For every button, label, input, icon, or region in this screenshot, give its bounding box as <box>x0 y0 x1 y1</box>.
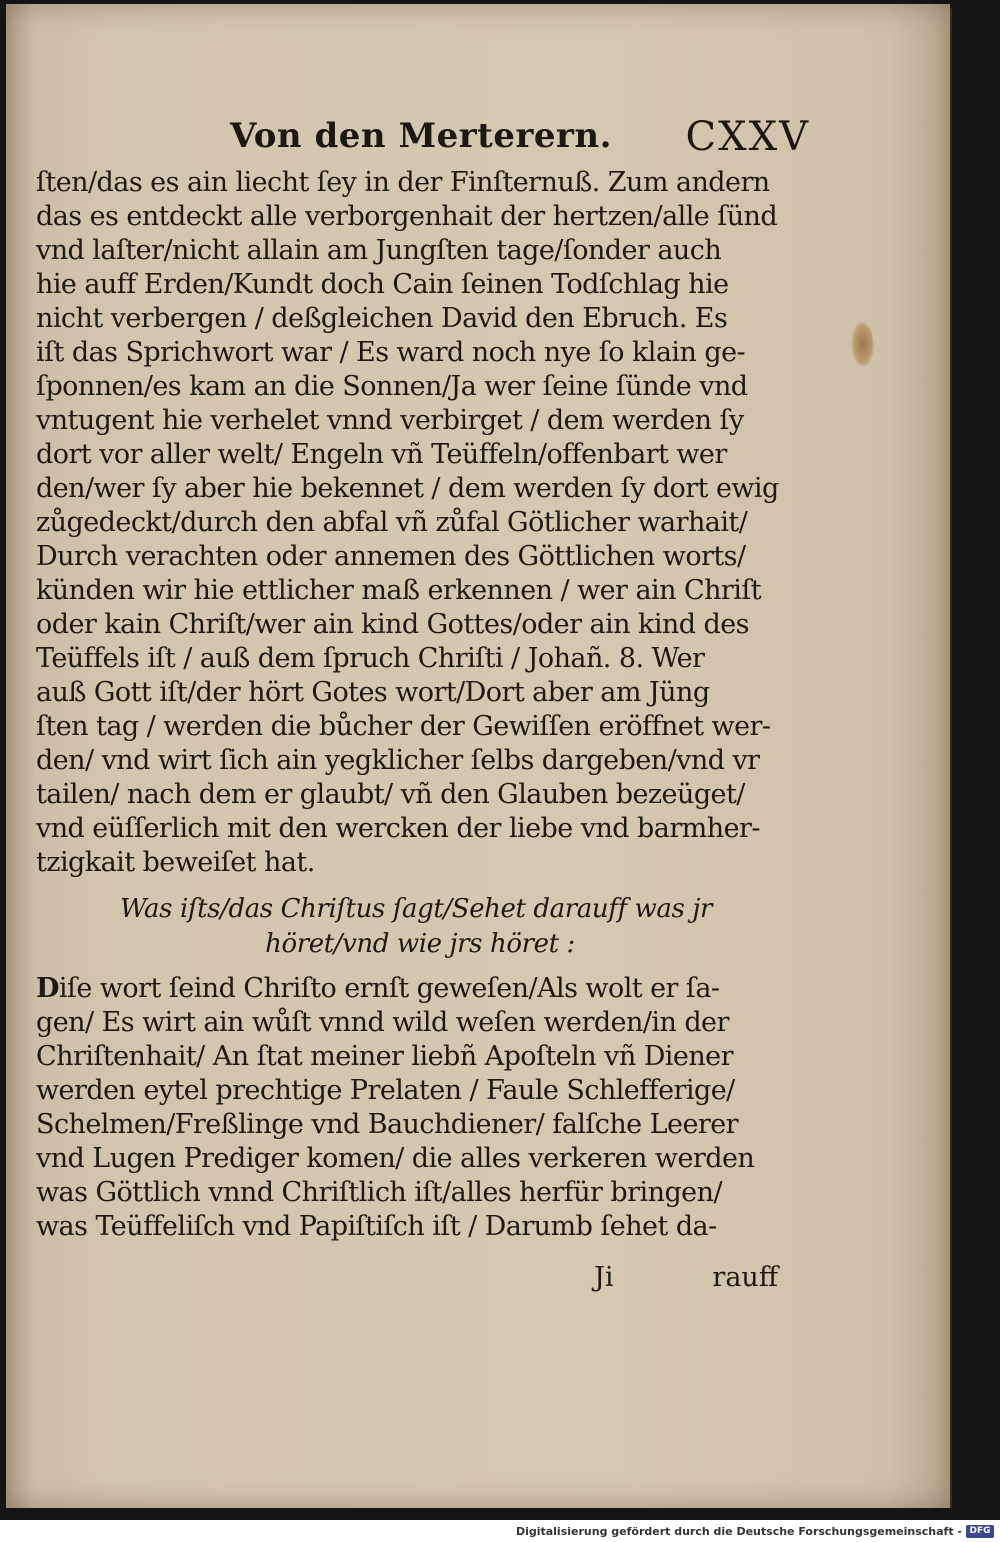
text-line: ſponnen/es kam an die Sonnen/Ja wer ſeine ſünde vnd <box>36 371 748 402</box>
signature-mark: Ji <box>594 1262 614 1293</box>
text-line: Schelmen/Freßlinge vnd Bauchdiener/ falſche Leerer <box>36 1109 739 1140</box>
text-line: vnd eüſſerlich mit den wercken der liebe vnd barmher- <box>36 813 760 844</box>
running-head: Von den Merterern. <box>230 116 612 156</box>
text-line: ſten/das es ain liecht ſey in der Finſternuß. Zum andern <box>36 167 770 198</box>
heading-line: höret/vnd wie jrs höret : <box>265 929 575 959</box>
text-line: das es entdeckt alle verborgenhait der hertzen/alle ſünd <box>36 201 778 232</box>
text-line: nicht verbergen / deßgleichen David den Ebruch. Es <box>36 303 728 334</box>
page-foot <box>584 1262 784 1296</box>
text-line: Teüffels iſt / auß dem ſpruch Chriſti / Johañ. 8. Wer <box>36 643 705 674</box>
text-line: ſten tag / werden die bůcher der Gewiſſen eröffnet wer- <box>36 711 771 742</box>
section-heading <box>36 892 796 962</box>
main-text <box>36 166 796 1244</box>
folio-number: CXXV <box>685 114 810 160</box>
text-line: was Göttlich vnnd Chriſtlich iſt/alles herfür bringen/ <box>36 1177 722 1208</box>
dfg-logo-icon <box>966 1525 994 1538</box>
text-line: werden eytel prechtige Prelaten / Faule Schlefferige/ <box>36 1075 735 1106</box>
text-line: iſt das Sprichwort war / Es ward noch nye ſo klain ge- <box>36 337 746 368</box>
text-line: oder kain Chriſt/wer ain kind Gottes/oder ain kind des <box>36 609 749 640</box>
catchword: rauff <box>712 1262 778 1293</box>
text-line: was Teüffeliſch vnd Papiſtiſch iſt / Darumb ſehet da- <box>36 1211 717 1242</box>
paper-stain <box>852 322 874 366</box>
heading-line: Was iſts/das Chriſtus ſagt/Sehet darauff was jr <box>119 894 713 924</box>
text-line: vnd Lugen Prediger komen/ die alles verkeren werden <box>36 1143 755 1174</box>
text-line: zůgedeckt/durch den abfal vñ zůfal Götlicher warhait/ <box>36 507 748 538</box>
text-line: den/ vnd wirt ſich ain yegklicher ſelbs dargeben/vnd vr <box>36 745 760 776</box>
paragraph-2 <box>36 972 796 1244</box>
text-line: hie auff Erden/Kundt doch Cain ſeinen Todſchlag hie <box>36 269 729 300</box>
text-line: tzigkait beweiſet hat. <box>36 847 315 878</box>
page-header <box>230 112 810 166</box>
text-line: vntugent hie verhelet vnnd verbirget / dem werden ſy <box>36 405 744 436</box>
text-line: künden wir hie ettlicher maß erkennen / wer ain Chriſt <box>36 575 762 606</box>
text-line: Diſe wort ſeind Chriſto ernſt geweſen/Als wolt er ſa- <box>36 973 720 1004</box>
text-line: gen/ Es wirt ain wůſt vnnd wild weſen werden/in der <box>36 1007 729 1038</box>
text-line: vnd laſter/nicht allain am Jungſten tage/ſonder auch <box>36 235 722 266</box>
text-line: Chriſtenhait/ An ſtat meiner liebñ Apoſteln vñ Diener <box>36 1041 733 1072</box>
text-line: dort vor aller welt/ Engeln vñ Teüffeln/offenbart wer <box>36 439 727 470</box>
paragraph-1 <box>36 166 796 880</box>
text-line: Durch verachten oder annemen des Göttlichen worts/ <box>36 541 746 572</box>
funding-credit: Digitalisierung gefördert durch die Deutsche Forschungsgemeinschaft - <box>515 1525 962 1538</box>
footer-bar <box>0 1522 1000 1542</box>
text-line: tailen/ nach dem er glaubt/ vñ den Glauben bezeüget/ <box>36 779 745 810</box>
text-line: auß Gott iſt/der hört Gotes wort/Dort aber am Jüng <box>36 677 710 708</box>
text-line: den/wer ſy aber hie bekennet / dem werden ſy dort ewig <box>36 473 779 504</box>
dfg-logo-text: DFG <box>969 1526 991 1536</box>
